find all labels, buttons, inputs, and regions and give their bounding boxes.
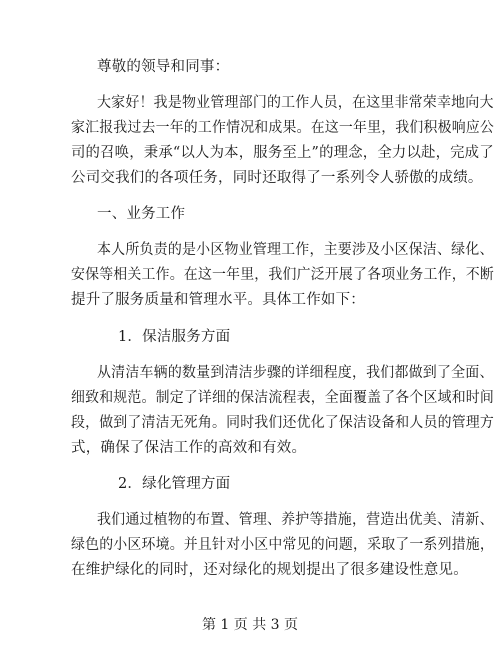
- paragraph-line: 本人所负责的是小区物业管理工作，主要涉及小区保洁、绿化、: [97, 242, 494, 258]
- paragraph-line: 从清洁车辆的数量到清洁步骤的详细程度，我们都做到了全面、: [97, 365, 494, 381]
- paragraph-line: 段，做到了清洁无死角。同时我们还优化了保洁设备和人员的管理方: [71, 415, 495, 431]
- paragraph-line: 家汇报我过去一年的工作情况和成果。在这一年里，我们积极响应公: [71, 120, 495, 136]
- paragraph-line: 司的召唤，秉承“以人为本，服务至上”的理念，全力以赴，完成了: [71, 145, 494, 161]
- paragraph-line: 式，确保了保洁工作的高效和有效。: [71, 440, 307, 456]
- paragraph-line: 绿色的小区环境。并且针对小区中常见的问题，采取了一系列措施，: [71, 537, 495, 553]
- paragraph-line: 提升了服务质量和管理水平。具体工作如下：: [71, 292, 365, 308]
- greeting: 尊敬的领导和同事：: [97, 59, 230, 75]
- paragraph-line: 安保等相关工作。在这一年里，我们广泛开展了各项业务工作，不断: [71, 267, 495, 283]
- subsection-heading: 1．保洁服务方面: [118, 329, 231, 345]
- page-number: 第 1 页 共 3 页: [201, 617, 299, 633]
- paragraph-line: 公司交我们的各项任务，同时还取得了一系列令人骄傲的成绩。: [71, 170, 483, 186]
- paragraph-line: 大家好！我是物业管理部门的工作人员，在这里非常荣幸地向大: [97, 95, 494, 111]
- paragraph-line: 在维护绿化的同时，还对绿化的规划提出了很多建设性意见。: [71, 562, 468, 578]
- paragraph-line: 细致和规范。制定了详细的保洁流程表，全面覆盖了各个区域和时间: [71, 390, 495, 406]
- paragraph-line: 我们通过植物的布置、管理、养护等措施，营造出优美、清新、: [97, 512, 494, 528]
- subsection-heading: 2．绿化管理方面: [118, 476, 231, 492]
- section-heading: 一、业务工作: [97, 206, 186, 222]
